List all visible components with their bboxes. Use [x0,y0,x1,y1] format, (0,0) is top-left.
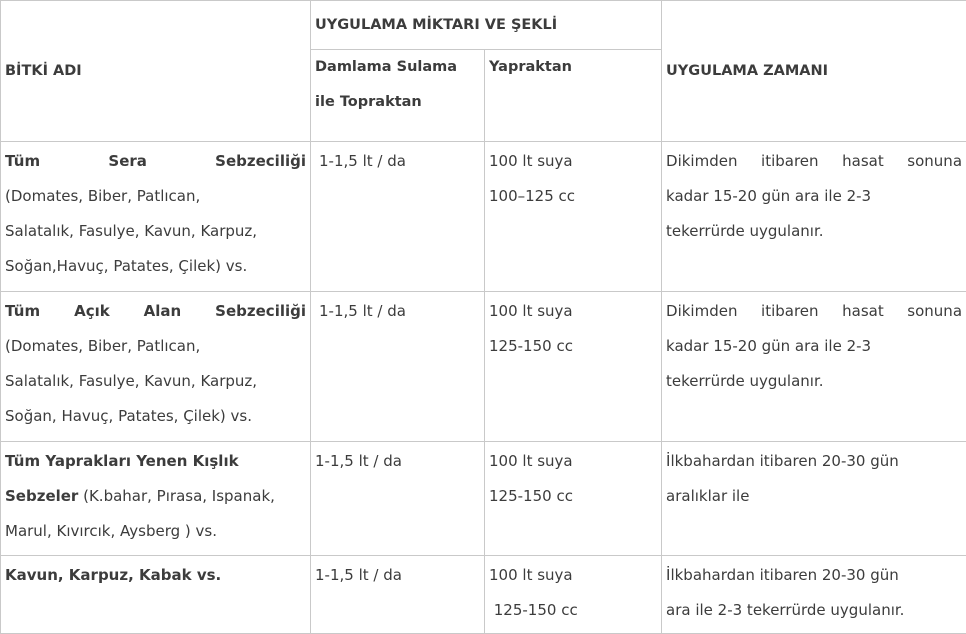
row-3-foliar-line1: 100 lt suya [489,452,573,470]
row-1-foliar-line2: 100–125 cc [489,187,576,205]
row-4-foliar [485,556,662,634]
row-2-drip-value: 1-1,5 lt / da [319,302,406,320]
row-4-timing-line2: ara ile 2-3 tekerrürde uygulanır. [666,601,905,619]
row-1-timing-line3: tekerrürde uygulanır. [666,222,824,240]
row-2-foliar-line2: 125-150 cc [489,337,573,355]
row-2-drip [311,292,485,442]
row-3-foliar-line2: 125-150 cc [489,487,573,505]
row-4-drip-value: 1-1,5 lt / da [315,566,402,584]
row-1-plant-line2: Salatalık, Fasulye, Kavun, Karpuz, [5,222,258,240]
header-timing: UYGULAMA ZAMANI [662,1,966,142]
row-4-foliar-line1: 100 lt suya [489,566,573,584]
header-plant-name: BİTKİ ADI [1,1,311,142]
row-2-plant [1,292,311,442]
row-4-foliar-line2: 125-150 cc [489,601,578,619]
row-4-timing [662,556,966,634]
row-3-foliar [485,442,662,556]
row-3-plant-rest-line2: (K.bahar, Pırasa, Ispanak, [78,487,275,505]
row-4-drip [311,556,485,634]
header-drip-line1: Damlama Sulama [315,59,458,75]
header-amount-group: UYGULAMA MİKTARI VE ŞEKLİ [311,1,662,50]
row-2-foliar [485,292,662,442]
row-1-plant [1,142,311,292]
row-1-timing-line2: kadar 15-20 gün ara ile 2-3 [666,187,872,205]
row-2-timing-line1: Dikimden itibaren hasat sonuna [666,302,963,320]
row-4-plant-bold: Kavun, Karpuz, Kabak vs. [5,566,222,584]
row-3-drip-value: 1-1,5 lt / da [315,452,402,470]
row-3-plant [1,442,311,556]
row-2-plant-bold: Tüm Açık Alan Sebzeciliği [5,302,306,320]
row-3-timing-line2: aralıklar ile [666,487,750,505]
row-1-drip [311,142,485,292]
row-2-timing [662,292,966,442]
row-3-plant-bold-line1: Tüm Yaprakları Yenen Kışlık [5,452,239,470]
row-1-foliar [485,142,662,292]
row-4-timing-line1: İlkbahardan itibaren 20-30 gün [666,566,899,584]
row-3-plant-bold-line2: Sebzeler [5,487,79,505]
row-2-plant-line1: (Domates, Biber, Patlıcan, [5,337,201,355]
row-2-plant-line3: Soğan, Havuç, Patates, Çilek) vs. [5,407,252,425]
row-4-plant [1,556,311,634]
row-2-foliar-line1: 100 lt suya [489,302,573,320]
row-1-plant-line1: (Domates, Biber, Patlıcan, [5,187,201,205]
row-3-timing [662,442,966,556]
row-2-timing-line2: kadar 15-20 gün ara ile 2-3 [666,337,872,355]
row-1-drip-value: 1-1,5 lt / da [319,152,406,170]
row-2-plant-line2: Salatalık, Fasulye, Kavun, Karpuz, [5,372,258,390]
header-drip-line2: ile Topraktan [315,94,422,110]
row-1-plant-line3: Soğan,Havuç, Patates, Çilek) vs. [5,257,248,275]
row-3-plant-line3: Marul, Kıvırcık, Aysberg ) vs. [5,522,217,540]
row-3-drip [311,442,485,556]
row-3-timing-line1: İlkbahardan itibaren 20-30 gün [666,452,899,470]
row-1-plant-bold: Tüm Sera Sebzeciliği [5,152,306,170]
row-1-timing-line1: Dikimden itibaren hasat sonuna [666,152,963,170]
row-2-timing-line3: tekerrürde uygulanır. [666,372,824,390]
row-1-timing [662,142,966,292]
row-1-foliar-line1: 100 lt suya [489,152,573,170]
header-drip [311,50,485,142]
header-foliar: Yapraktan [485,50,662,142]
